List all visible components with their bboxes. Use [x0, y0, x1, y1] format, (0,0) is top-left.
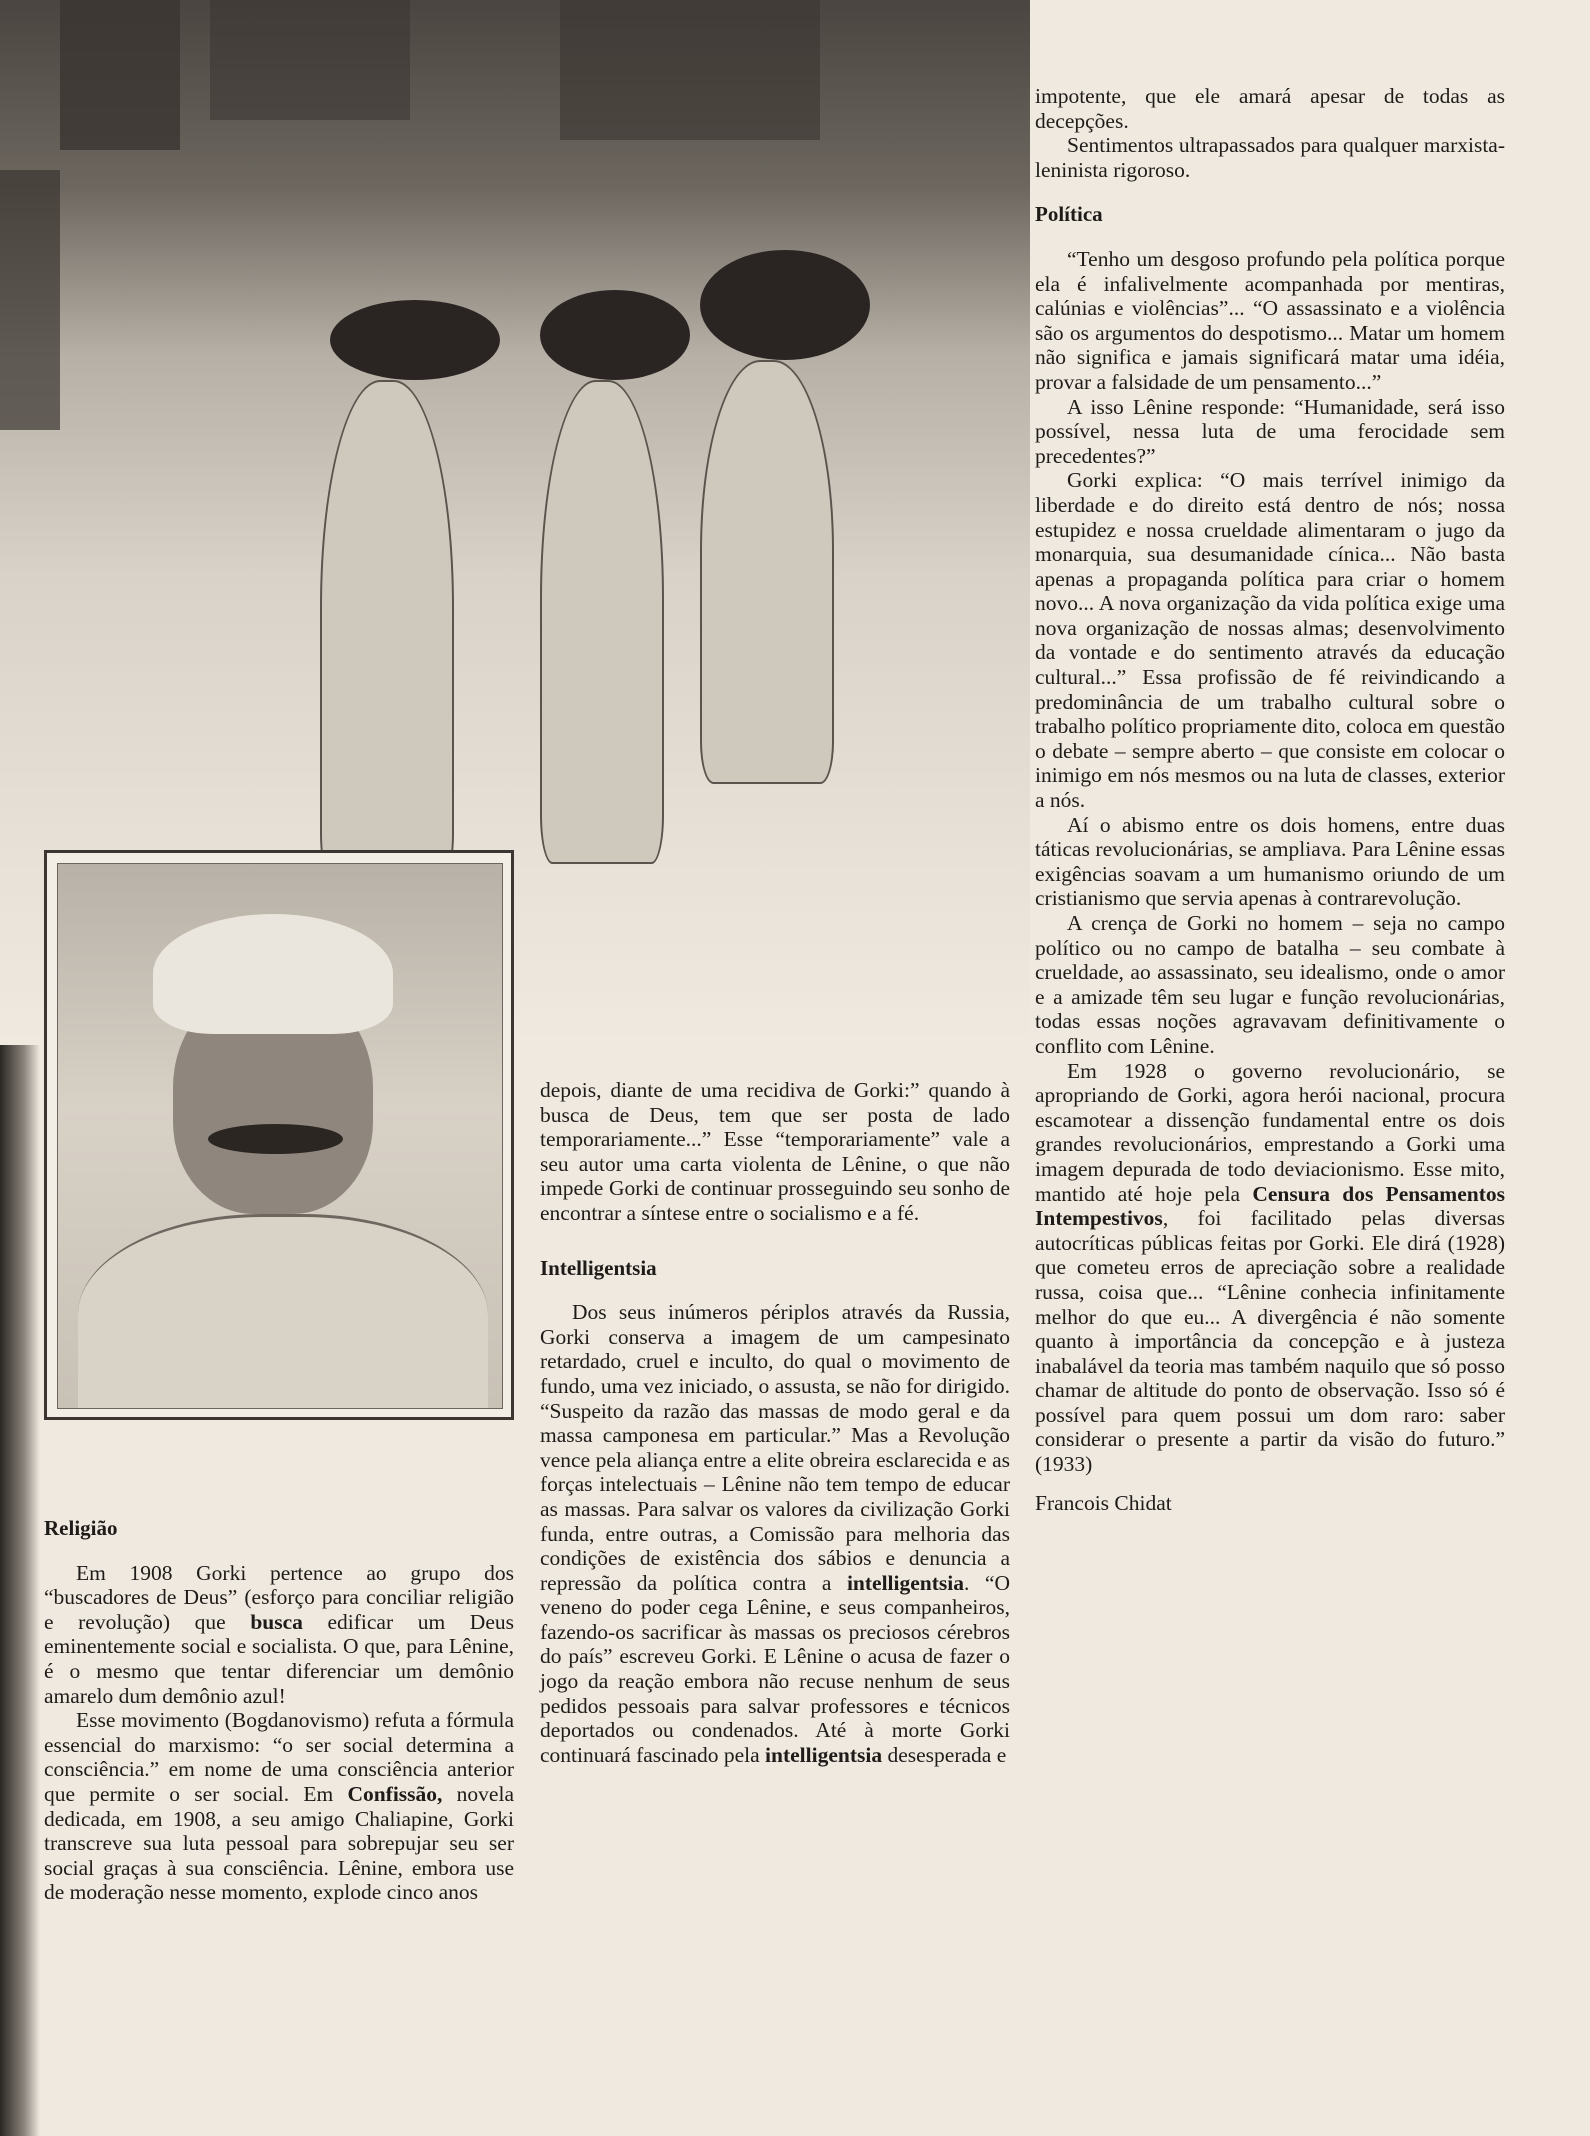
paragraph: Gorki explica: “O mais terrível inimigo da liberdade e do direito está dentro de nós; nossa estupidez e nossa crueldade alimentaram o jugo da monarquia, sua desumanidade cínica... Não basta apenas a propaganda política para criar o homem novo... A nova organização da vida política exige uma nova organização de nossas almas; desenvolvimento da vontade e do sentimento através da educação cultural...” Essa profissão de fé reivindicando a predominância de um trabalho cultural sobre o trabalho político propriamente dito, coloca em questão o debate – sempre aberto – que consiste em colocar o inimigo em nós mesmos ou na luta de classes, exterior a nós. — [1035, 468, 1505, 813]
paragraph: Em 1908 Gorki pertence ao grupo dos “buscadores de Deus” (esforço para conciliar religião e revolução) que busca edificar um Deus eminentemente social e socialista. O que, para Lênine, é o mesmo que tentar diferenciar um demônio amarelo dum demônio azul! — [44, 1560, 514, 1708]
author-signature: Francois Chidat — [1035, 1490, 1172, 1515]
right-column — [1035, 84, 1505, 1515]
portrait-photo — [57, 863, 503, 1409]
middle-column — [540, 1078, 1010, 1767]
paragraph: Sentimentos ultrapassados para qualquer marxista-leninista rigoroso. — [1035, 133, 1505, 182]
paragraph: “Tenho um desgoso profundo pela política porque ela é infalivelmente acompanhada por mentiras, calúnias e violências”... “O assassinato e a violência são os argumentos do despotismo... Matar um homem não significa e jamais significará matar uma idéia, provar a falsidade de um pensamento...” — [1035, 246, 1505, 394]
paragraph: impotente, que ele amará apesar de todas as decepções. — [1035, 84, 1505, 133]
paragraph: A isso Lênine responde: “Humanidade, será isso possível, nessa luta de uma ferocidade sem precedentes?” — [1035, 394, 1505, 468]
paragraph: depois, diante de uma recidiva de Gorki:” quando à busca de Deus, tem que ser posta de lado temporariamente...” Esse “temporariamente” vale a seu autor uma carta violenta de Lênine, o que não impede Gorki de continuar prosseguindo seu sonho de encontrar a síntese entre o socialismo e a fé. — [540, 1078, 1010, 1225]
paragraph: Dos seus inúmeros périplos através da Russia, Gorki conserva a imagem de um campesinato retardado, cruel e inculto, do qual o movimento de fundo, uma vez iniciado, o assusta, se não for dirigido. “Suspeito da razão das massas de modo geral e da massa camponesa em particular.” Mas a Revolução vence pela aliança entre a elite obreira esclarecida e as forças intelectuais – Lênine não tem tempo de educar as massas. Para salvar os valores da civilização Gorki funda, entre outras, a Comissão para melhoria das condições de existência dos sábios e denuncia a repressão da política contra a intelligentsia. “O veneno do poder cega Lênine, e seus companheiros, fazendo-os sacrificar às massas os preciosos cérebros do país” escreveu Gorki. E Lênine o acusa de fazer o jogo da reação embora não recuse nenhum de seus pedidos pessoais para salvar professores e técnicos deportados ou condenados. Até à morte Gorki continuará fascinado pela intelligentsia desesperada e — [540, 1300, 1010, 1767]
gorki-portrait — [44, 850, 514, 1420]
paragraph: Esse movimento (Bogdanovismo) refuta a fórmula essencial do marxismo: “o ser social determina a consciência.” em nome de uma consciência anterior que permite o ser social. Em Confissão, novela dedicada, em 1908, a seu amigo Chaliapine, Gorki transcreve sua luta pessoal para sobrepujar seu ser social graças à sua consciência. Lênine, embora use de moderação nesse momento, explode cinco anos — [44, 1708, 514, 1905]
heading-politica: Política — [1035, 202, 1103, 227]
heading-religiao: Religião — [44, 1516, 118, 1540]
heading-intelligentsia: Intelligentsia — [540, 1255, 657, 1280]
paragraph: Em 1928 o governo revolucionário, se apropriando de Gorki, agora herói nacional, procura escamotear a dissenção fundamental entre os dois grandes revolucionários, emprestando a Gorki uma imagem depurada de todo deviacionismo. Esse mito, mantido até hoje pela Censura dos Pensamentos Intempestivos, foi facilitado pelas diversas autocríticas públicas feitas por Gorki. Ele dirá (1928) que cometeu erros de apreciação sobre a realidade russa, coisa que... “Lênine conhecia infinitamente melhor do que eu... A divergência é não somente quanto à importância da concepção e à justeza inabalável da teoria mas também naquilo que só posso chamar de altitude do ponto de observação. Isso só é possível para quem possui um dom raro: saber considerar o presente a partir da visão do futuro.” (1933) — [1035, 1058, 1505, 1477]
paragraph: A crença de Gorki no homem – seja no campo político ou no campo de batalha – seu combate à crueldade, ao assassinato, seu idealismo, onde o amor e a amizade têm seu lugar e função revolucionárias, todas essas noções agravavam definitivamente o conflito com Lênine. — [1035, 911, 1505, 1058]
paragraph: Aí o abismo entre os dois homens, entre duas táticas revolucionárias, se ampliava. Para Lênine essas exigências soavam a um humanismo oriundo de um cristianismo que servia apenas à contrarevolução. — [1035, 812, 1505, 911]
left-column — [44, 1516, 514, 1905]
